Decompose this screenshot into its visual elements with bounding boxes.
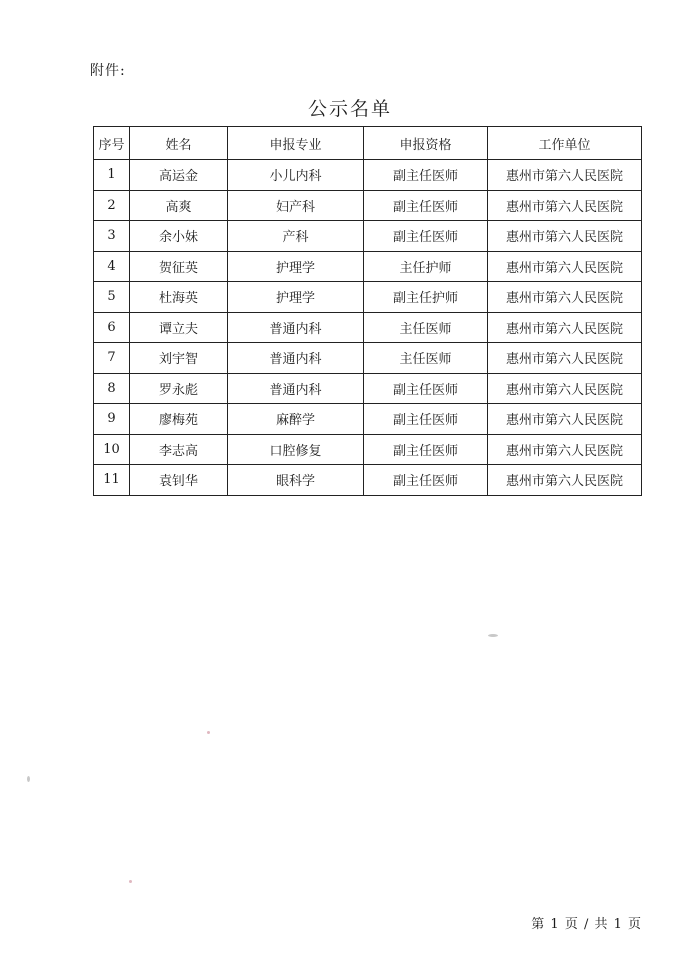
cell-name: 贺征英 — [130, 251, 228, 282]
cell-unit: 惠州市第六人民医院 — [488, 343, 642, 374]
cell-seq: 5 — [94, 282, 130, 313]
table-row — [94, 312, 642, 343]
table-row — [94, 465, 642, 496]
document-title: 公示名单 — [307, 98, 392, 120]
cell-name: 谭立夫 — [130, 312, 228, 343]
cell-qualification: 副主任医师 — [364, 190, 488, 221]
cell-name: 廖梅苑 — [130, 404, 228, 435]
cell-specialty: 普通内科 — [228, 312, 364, 343]
cell-qualification: 副主任医师 — [364, 373, 488, 404]
table-row — [94, 221, 642, 252]
cell-specialty: 妇产科 — [228, 190, 364, 221]
attachment-label: 附件: — [90, 63, 126, 79]
cell-name: 高爽 — [130, 190, 228, 221]
cell-qualification: 副主任护师 — [364, 282, 488, 313]
header-qualification: 申报资格 — [364, 127, 488, 160]
cell-qualification: 主任医师 — [364, 312, 488, 343]
cell-specialty: 普通内科 — [228, 343, 364, 374]
scan-speck — [488, 634, 498, 637]
table-row — [94, 404, 642, 435]
cell-specialty: 护理学 — [228, 282, 364, 313]
table-row — [94, 251, 642, 282]
table-row — [94, 190, 642, 221]
cell-specialty: 口腔修复 — [228, 434, 364, 465]
cell-seq: 2 — [94, 190, 130, 221]
scan-speck — [27, 776, 30, 782]
cell-qualification: 副主任医师 — [364, 434, 488, 465]
cell-seq: 4 — [94, 251, 130, 282]
cell-unit: 惠州市第六人民医院 — [488, 282, 642, 313]
cell-specialty: 麻醉学 — [228, 404, 364, 435]
table-row — [94, 160, 642, 191]
cell-seq: 6 — [94, 312, 130, 343]
cell-unit: 惠州市第六人民医院 — [488, 190, 642, 221]
cell-name: 李志高 — [130, 434, 228, 465]
cell-unit: 惠州市第六人民医院 — [488, 160, 642, 191]
scan-speck — [129, 880, 132, 883]
cell-specialty: 小儿内科 — [228, 160, 364, 191]
cell-qualification: 主任护师 — [364, 251, 488, 282]
cell-unit: 惠州市第六人民医院 — [488, 373, 642, 404]
cell-qualification: 副主任医师 — [364, 160, 488, 191]
roster-table — [93, 126, 642, 496]
cell-specialty: 眼科学 — [228, 465, 364, 496]
header-name: 姓名 — [130, 127, 228, 160]
cell-specialty: 护理学 — [228, 251, 364, 282]
cell-qualification: 主任医师 — [364, 343, 488, 374]
cell-name: 杜海英 — [130, 282, 228, 313]
cell-name: 刘宇智 — [130, 343, 228, 374]
cell-seq: 1 — [94, 160, 130, 191]
table-row — [94, 434, 642, 465]
table-header-row — [94, 127, 642, 160]
cell-seq: 8 — [94, 373, 130, 404]
cell-unit: 惠州市第六人民医院 — [488, 312, 642, 343]
cell-seq: 9 — [94, 404, 130, 435]
cell-unit: 惠州市第六人民医院 — [488, 221, 642, 252]
cell-unit: 惠州市第六人民医院 — [488, 404, 642, 435]
header-specialty: 申报专业 — [228, 127, 364, 160]
cell-specialty: 普通内科 — [228, 373, 364, 404]
header-unit: 工作单位 — [488, 127, 642, 160]
page-indicator: 第 1 页 / 共 1 页 — [531, 917, 642, 932]
cell-seq: 3 — [94, 221, 130, 252]
cell-name: 余小妹 — [130, 221, 228, 252]
cell-name: 罗永彪 — [130, 373, 228, 404]
cell-unit: 惠州市第六人民医院 — [488, 434, 642, 465]
scan-speck — [207, 731, 210, 734]
cell-name: 高运金 — [130, 160, 228, 191]
cell-seq: 11 — [94, 465, 130, 496]
cell-seq: 10 — [94, 434, 130, 465]
cell-qualification: 副主任医师 — [364, 465, 488, 496]
cell-qualification: 副主任医师 — [364, 221, 488, 252]
header-seq: 序号 — [94, 127, 130, 160]
cell-name: 袁钊华 — [130, 465, 228, 496]
table-row — [94, 282, 642, 313]
cell-seq: 7 — [94, 343, 130, 374]
cell-qualification: 副主任医师 — [364, 404, 488, 435]
table-row — [94, 343, 642, 374]
table-row — [94, 373, 642, 404]
cell-specialty: 产科 — [228, 221, 364, 252]
cell-unit: 惠州市第六人民医院 — [488, 251, 642, 282]
cell-unit: 惠州市第六人民医院 — [488, 465, 642, 496]
